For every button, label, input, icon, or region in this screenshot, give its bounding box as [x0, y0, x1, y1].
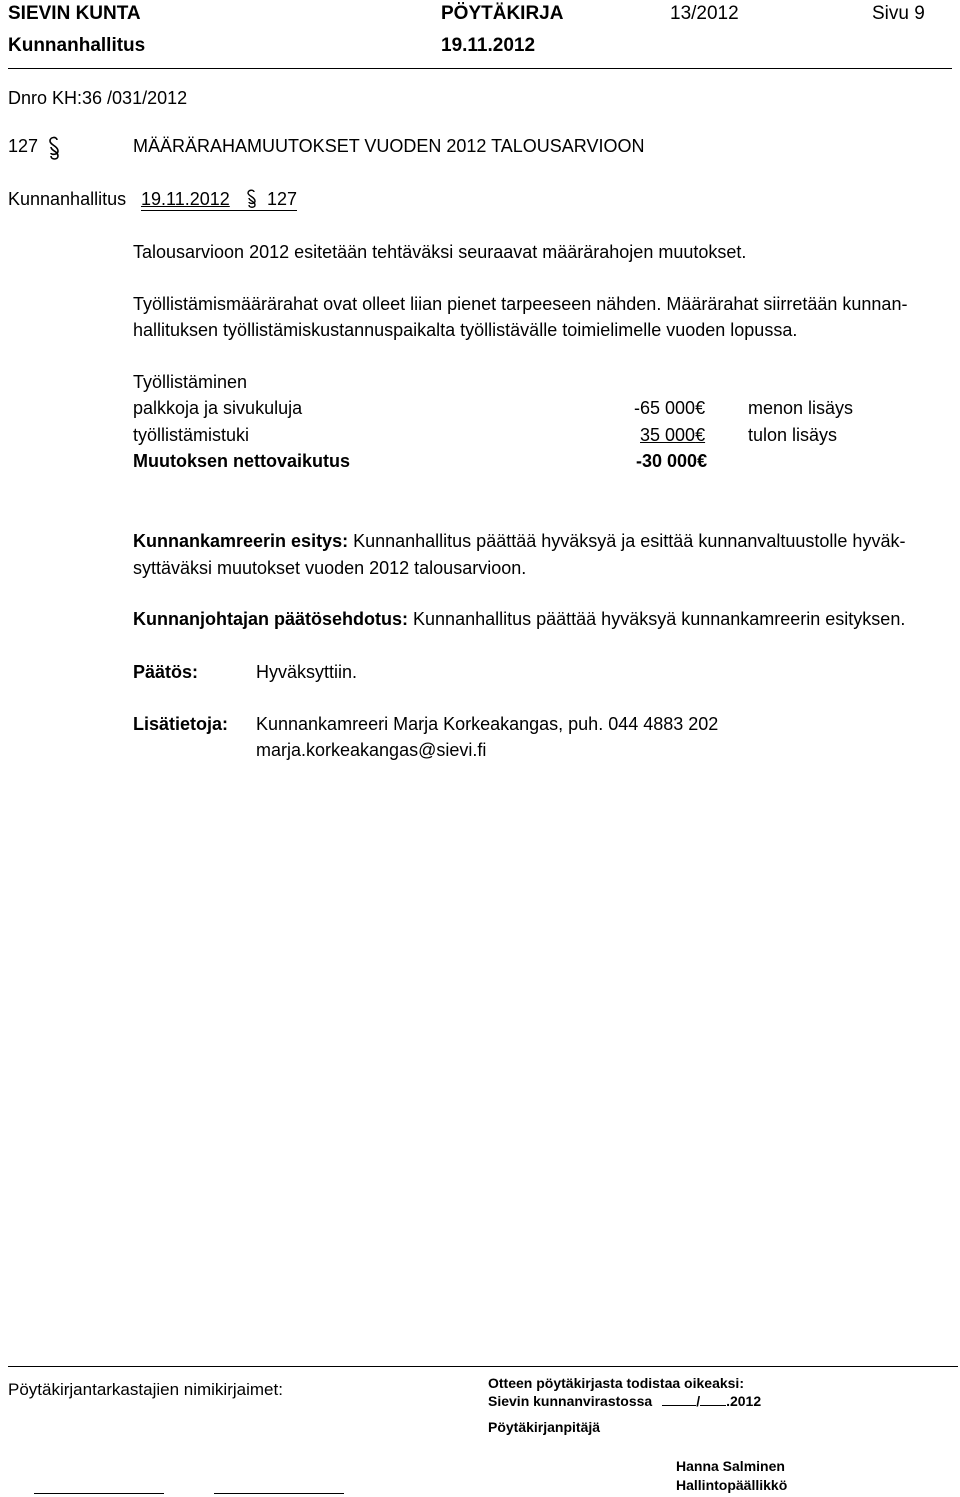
- ref-body: Kunnanhallitus: [8, 189, 127, 209]
- info-contact: Kunnankamreeri Marja Korkeakangas, puh. 044 4883 202: [256, 714, 719, 734]
- table-heading: Työllistäminen: [133, 372, 248, 392]
- paragraph-intro: Talousarvioon 2012 esitetään tehtäväksi seuraavat määrärahojen muutokset.: [133, 242, 747, 262]
- dnro: Dnro KH:36 /031/2012: [8, 88, 188, 108]
- header-rule: [8, 68, 952, 69]
- row-note: tulon lisäys: [748, 425, 838, 445]
- doc-number: 13/2012: [670, 3, 739, 24]
- proposal-line2: syttäväksi muutokset vuoden 2012 talousarvioon.: [133, 558, 527, 578]
- doc-type: PÖYTÄKIRJA: [441, 3, 564, 24]
- cert-role: Pöytäkirjanpitäjä: [488, 1419, 601, 1435]
- row-amount: 35 000€: [640, 425, 706, 445]
- header-date: 19.11.2012: [441, 35, 536, 56]
- paragraph-reason-line1: Työllistämismäärärahat ovat olleet liian pienet tarpeeseen nähden. Määrärahat siirretään kunnan-: [133, 294, 908, 314]
- ref-date: 19.11.2012: [141, 189, 230, 209]
- paragraph-reason-line2: hallituksen työllistämiskustannuspaikalta työllistävälle toimielimelle vuoden lopussa.: [133, 320, 798, 340]
- footer-rule: [8, 1366, 958, 1367]
- checkers-label: Pöytäkirjantarkastajien nimikirjaimet:: [8, 1380, 283, 1399]
- initials-line-1: [34, 1493, 164, 1494]
- section-number: 127: [8, 136, 39, 156]
- row-note: menon lisäys: [748, 398, 854, 418]
- signer-title: Hallintopäällikkö: [676, 1477, 788, 1493]
- row-label: työllistämistuki: [133, 425, 250, 445]
- info-label: Lisätietoja:: [133, 714, 229, 734]
- proposal-line1: Kunnankamreerin esitys: Kunnanhallitus päättää hyväksyä ja esittää kunnanvaltuustolle hyväk-: [133, 531, 906, 551]
- ref-section: 127: [267, 189, 298, 209]
- section-sign-icon: [47, 136, 61, 171]
- ref-underline: [141, 210, 297, 211]
- director-label: Kunnanjohtajan päätösehdotus:: [133, 609, 409, 629]
- decision-label: Päätös:: [133, 662, 199, 682]
- total-amount: -30 000€: [636, 451, 708, 471]
- row-label: palkkoja ja sivukuluja: [133, 398, 303, 418]
- section-title: MÄÄRÄRAHAMUUTOKSET VUODEN 2012 TALOUSARVIOON: [133, 136, 645, 156]
- info-email[interactable]: marja.korkeakangas@sievi.fi: [256, 740, 487, 760]
- cert-title: Otteen pöytäkirjasta todistaa oikeaksi:: [488, 1375, 744, 1391]
- cert-place-line: Sievin kunnanvirastossa / .2012: [488, 1393, 762, 1409]
- ref-section-sign-icon: [245, 189, 257, 218]
- header-body: Kunnanhallitus: [8, 35, 146, 56]
- org-name: SIEVIN KUNTA: [8, 3, 141, 24]
- decision-text: Hyväksyttiin.: [256, 662, 358, 682]
- proposal-label: Kunnankamreerin esitys:: [133, 531, 349, 551]
- row-amount: -65 000€: [634, 398, 706, 418]
- signer-name: Hanna Salminen: [676, 1458, 785, 1474]
- initials-line-2: [214, 1493, 344, 1494]
- director-proposal: Kunnanjohtajan päätösehdotus: Kunnanhallitus päättää hyväksyä kunnankamreerin esityksen.: [133, 609, 906, 629]
- page-number: Sivu 9: [872, 3, 925, 24]
- total-label: Muutoksen nettovaikutus: [133, 451, 351, 471]
